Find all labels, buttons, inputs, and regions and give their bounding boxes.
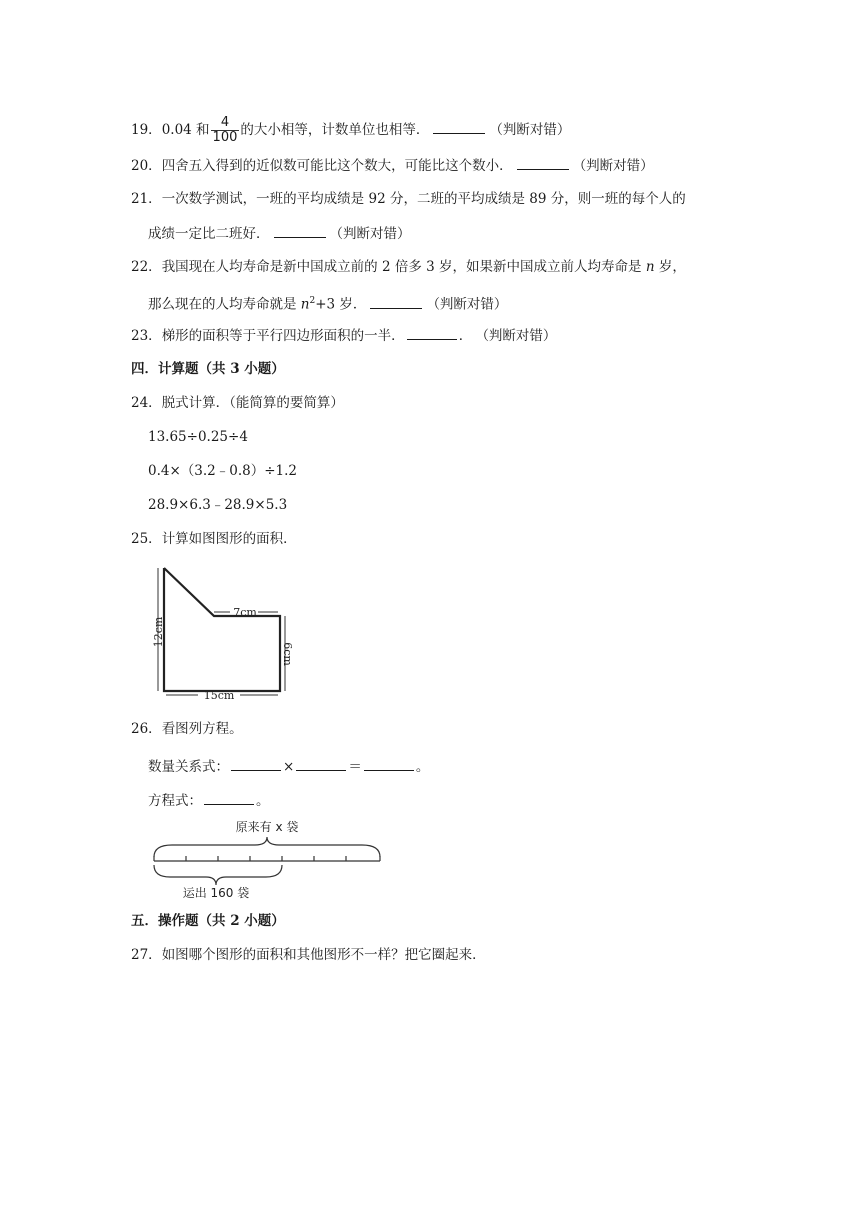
answer-blank[interactable] <box>296 756 346 771</box>
composite-shape-figure <box>148 560 298 705</box>
fraction <box>211 116 240 145</box>
question-number: 25． <box>131 531 162 547</box>
question-text: 我国现在人均寿命是新中国成立前的 2 倍多 3 岁，如果新中国成立前人均寿命是 <box>161 259 646 275</box>
punctuation: ． <box>458 328 473 344</box>
operator: ＝ <box>348 759 362 775</box>
question-text: 0.04 和 <box>161 122 210 138</box>
punctuation: 。 <box>256 793 270 809</box>
variable: n <box>300 296 310 313</box>
question-20 <box>131 155 654 176</box>
judge-hint: （判断对错） <box>572 158 654 174</box>
question-text: 那么现在的人均寿命就是 <box>148 296 301 313</box>
fraction-numerator: 4 <box>211 116 240 131</box>
shape-outline <box>164 568 280 691</box>
question-number: 19． <box>131 122 162 138</box>
label-7cm: 7cm <box>233 606 257 619</box>
answer-blank[interactable] <box>517 155 569 170</box>
fraction-denominator: 100 <box>212 130 238 145</box>
judge-hint: （判断对错） <box>426 296 508 313</box>
expression-2: 0.4×（3.2﹣0.8）÷1.2 <box>148 463 298 479</box>
equation-line <box>148 790 270 811</box>
answer-blank[interactable] <box>274 223 326 238</box>
question-text: 的大小相等，计数单位也相等． <box>240 122 430 138</box>
expression-3: 28.9×6.3﹣28.9×5.3 <box>148 497 288 513</box>
answer-blank[interactable] <box>407 325 457 340</box>
question-number: 26． <box>131 721 162 737</box>
relation-label: 数量关系式： <box>148 759 229 775</box>
question-text: 一次数学测试，一班的平均成绩是 92 分，二班的平均成绩是 89 分，则一班的每个人的 <box>161 191 686 207</box>
question-27 <box>131 945 486 965</box>
bottom-brace <box>154 865 282 885</box>
question-22 <box>131 257 686 277</box>
question-number: 22． <box>131 259 162 275</box>
answer-blank[interactable] <box>204 790 254 805</box>
equation-label: 方程式： <box>148 793 202 809</box>
question-22-cont <box>148 291 507 315</box>
section-heading-5: 五．操作题（共 2 小题） <box>131 913 285 929</box>
top-brace <box>154 837 380 857</box>
question-text: +3 岁． <box>315 296 367 313</box>
expression-1: 13.65÷0.25÷4 <box>148 429 248 445</box>
label-15cm: 15cm <box>203 689 235 702</box>
question-text: 计算如图图形的面积． <box>161 531 297 547</box>
question-text: 梯形的面积等于平行四边形面积的一半． <box>161 328 405 344</box>
relation-line <box>148 756 429 777</box>
question-21 <box>131 189 686 209</box>
question-21-cont <box>148 223 411 244</box>
question-text: 四舍五入得到的近似数可能比这个数大，可能比这个数小． <box>161 158 513 174</box>
question-number: 24． <box>131 395 162 411</box>
question-24 <box>131 393 344 413</box>
answer-blank[interactable] <box>370 294 422 309</box>
top-label: 原来有 x 袋 <box>235 820 299 834</box>
label-12cm: 12cm <box>152 616 165 648</box>
question-number: 20． <box>131 158 162 174</box>
question-number: 21． <box>131 191 162 207</box>
judge-hint: （判断对错） <box>489 122 571 138</box>
section-heading-4: 四．计算题（共 3 小题） <box>131 361 285 377</box>
judge-hint: （判断对错） <box>329 226 411 242</box>
answer-blank[interactable] <box>433 119 485 134</box>
question-text: 成绩一定比二班好． <box>148 226 270 242</box>
question-text: 看图列方程。 <box>161 721 243 737</box>
question-26 <box>131 719 243 739</box>
question-text: 脱式计算．（能简算的要简算） <box>161 395 344 411</box>
label-6cm: 6cm <box>281 642 294 666</box>
question-text: 岁， <box>654 259 686 275</box>
superscript: 2 <box>309 296 316 306</box>
question-23 <box>131 325 556 346</box>
answer-blank[interactable] <box>231 756 281 771</box>
judge-hint: （判断对错） <box>482 328 557 344</box>
bottom-label: 运出 160 袋 <box>182 886 250 900</box>
answer-blank[interactable] <box>364 756 414 771</box>
punctuation: 。 <box>415 759 430 775</box>
question-text: 如图哪个图形的面积和其他图形不一样？把它圈起来． <box>161 947 486 963</box>
variable: n <box>645 259 655 275</box>
question-19 <box>131 116 570 145</box>
question-number: 27． <box>131 947 162 963</box>
tick-marks <box>154 856 380 861</box>
question-25 <box>131 529 297 549</box>
bar-model-figure <box>150 815 385 903</box>
question-number: 23． <box>131 328 162 344</box>
operator: × <box>283 759 295 775</box>
